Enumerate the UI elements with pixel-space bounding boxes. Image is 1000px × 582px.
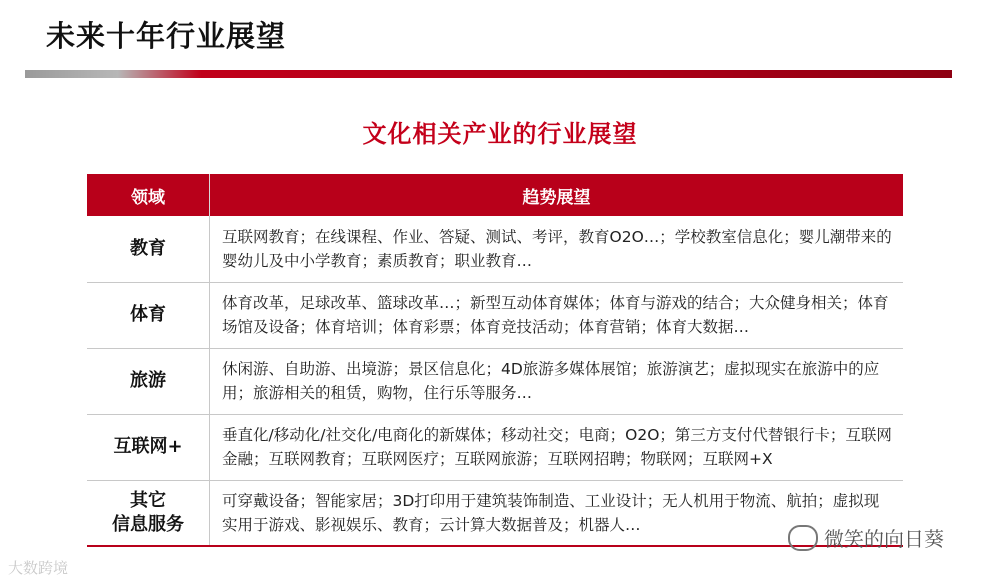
title-divider-bar (25, 70, 952, 78)
row-domain: 教育 (87, 216, 210, 282)
watermark-right-text: 微笑的向日葵 (824, 527, 944, 551)
table-header-row (87, 174, 903, 216)
table-row (87, 282, 903, 348)
table-row (87, 216, 903, 282)
table-row (87, 348, 903, 414)
row-trend: 体育改革，足球改革、篮球改革…；新型互动体育媒体；体育与游戏的结合；大众健身相关；体育场馆及设备；体育培训；体育彩票；体育竞技活动；体育营销；体育大数据… (222, 294, 889, 336)
row-trend: 可穿戴设备；智能家居；3D打印用于建筑装饰制造、工业设计；无人机用于物流、航拍；虚拟现实用于游戏、影视娱乐、教育；云计算大数据普及；机器人… (222, 491, 880, 534)
row-trend: 互联网教育；在线课程、作业、答疑、测试、考评，教育O2O…；学校教室信息化；婴儿潮带来的婴幼儿及中小学教育；素质教育；职业教育… (222, 227, 892, 270)
row-trend: 垂直化/移动化/社交化/电商化的新媒体；移动社交；电商；O2O；第三方支付代替银行卡；互联网金融；互联网教育；互联网医疗；互联网旅游；互联网招聘；物联网；互联网+X (222, 426, 892, 468)
row-domain: 互联网+ (87, 414, 210, 480)
header-domain: 领域 (87, 174, 210, 216)
watermark-right (788, 523, 944, 552)
section-subtitle: 文化相关产业的行业展望 (362, 120, 638, 148)
table-row (87, 480, 903, 546)
outlook-table (87, 174, 903, 547)
page-title: 未来十年行业展望 (46, 19, 287, 53)
row-trend: 休闲游、自助游、出境游；景区信息化；4D旅游多媒体展馆；旅游演艺；虚拟现实在旅游中的应用；旅游相关的租赁，购物，住行乐等服务… (222, 360, 880, 402)
header-trend: 趋势展望 (522, 187, 591, 208)
table-row (87, 414, 903, 480)
row-domain: 体育 (87, 282, 210, 348)
row-domain: 其它 信息服务 (87, 480, 210, 546)
watermark-left: 大数跨境 (8, 559, 69, 577)
wechat-icon (788, 525, 818, 551)
row-domain: 旅游 (87, 348, 210, 414)
